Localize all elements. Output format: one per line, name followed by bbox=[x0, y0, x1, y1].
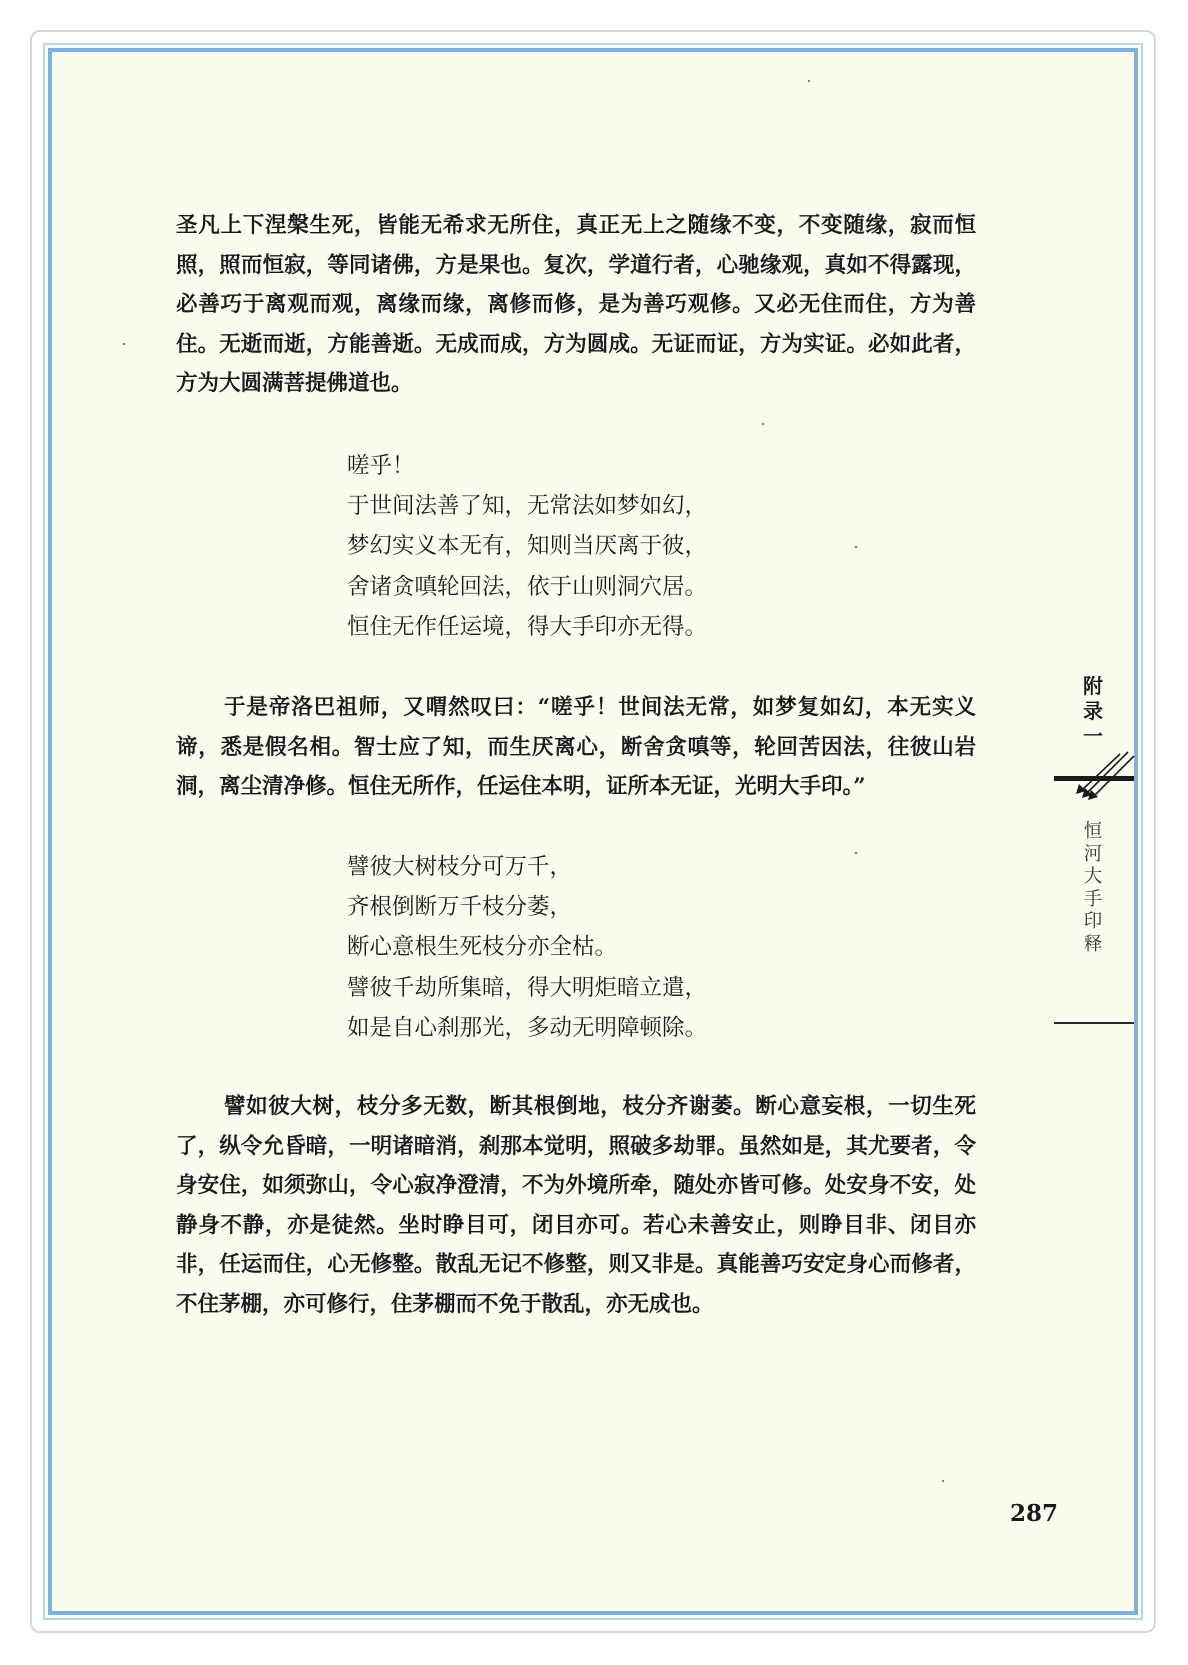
verse-1-line-4: 舍诸贪嗔轮回法，依于山则洞穴居。 bbox=[347, 573, 708, 600]
print-speck bbox=[855, 546, 857, 548]
vertical-char: 大 bbox=[1083, 866, 1103, 887]
paragraph-2: 于是帝洛巴祖师，又喟然叹曰：“嗟乎！世间法无常，如梦复如幻，本无实义谛，悉是假名相。智士应了知，而生厌离心，断舍贪嗔等，轮回苦因法，往彼山岩洞，离尘清净修。恒住无所作，任运住本明，证所本无证，光明大手印。” bbox=[176, 695, 976, 800]
book-title bbox=[1078, 821, 1108, 956]
verse-1-line-1: 嗟乎！ bbox=[347, 453, 415, 479]
vertical-char: 附 bbox=[1083, 674, 1103, 698]
verse-2-line-2: 齐根倒断万千枝分萎， bbox=[347, 894, 573, 921]
arrows-icon bbox=[1072, 750, 1136, 800]
verse-block-2 bbox=[347, 847, 707, 1048]
appendix-label-vertical bbox=[1078, 674, 1108, 749]
vertical-char: 印 bbox=[1083, 911, 1103, 932]
vertical-char: 一 bbox=[1083, 724, 1103, 748]
print-speck bbox=[855, 852, 857, 854]
verse-2-line-5: 如是自心刹那光，多动无明障顿除。 bbox=[347, 1014, 708, 1041]
vertical-char: 恒 bbox=[1083, 821, 1103, 842]
print-speck bbox=[808, 80, 810, 82]
page-number: 287 bbox=[1010, 1500, 1059, 1527]
vertical-char: 释 bbox=[1083, 933, 1103, 955]
paragraph-3: 譬如彼大树，枝分多无数，断其根倒地，枝分齐谢萎。断心意妄根，一切生死了，纵令允昏暗，一明诸暗消，刹那本觉明，照破多劫罪。虽然如是，其尤要者，令身安住，如须弥山，令心寂净澄清，不为外境所牵，随处亦皆可修。处安身不安，处静身不静，亦是徒然。坐时睁目可，闭目亦可。若心未善安止，则睁目非、闭目亦非，任运而住，心无修整。散乱无记不修整，则又非是。真能善巧安定身心而修者，不住茅棚，亦可修行，住茅棚而不免于散乱，亦无成也。 bbox=[176, 1094, 976, 1317]
vertical-char: 录 bbox=[1083, 699, 1103, 723]
verse-1-line-5: 恒住无作任运境，得大手印亦无得。 bbox=[347, 613, 708, 640]
print-speck bbox=[123, 343, 125, 345]
vertical-char: 手 bbox=[1083, 888, 1103, 910]
side-rule-thick bbox=[1054, 776, 1134, 781]
verse-2-line-1: 譬彼大树枝分可万千， bbox=[347, 854, 573, 880]
paragraph-1: 圣凡上下涅槃生死，皆能无希求无所住，真正无上之随缘不变，不变随缘，寂而恒照，照而恒寂，等同诸佛，方是果也。复次，学道行者，心驰缘观，真如不得露现，必善巧于离观而观，离缘而缘，离修而修，是为善巧观修。又必无住而住，方为善住。无逝而逝，方能善逝。无成而成，方为圆成。无证而证，方为实证。必如此者，方为大圆满菩提佛道也。 bbox=[176, 213, 976, 397]
appendix-label bbox=[1078, 674, 1108, 749]
verse-1-line-3: 梦幻实义本无有，知则当厌离于彼， bbox=[347, 533, 708, 560]
vertical-char: 河 bbox=[1083, 843, 1103, 865]
book-title-vertical bbox=[1078, 821, 1108, 956]
side-rule-thin bbox=[1054, 1022, 1134, 1024]
print-speck bbox=[942, 1480, 944, 1482]
verse-2-line-3: 断心意根生死枝分亦全枯。 bbox=[347, 934, 618, 961]
print-speck bbox=[762, 423, 764, 425]
verse-2-line-4: 譬彼千劫所集暗，得大明炬暗立遣， bbox=[347, 974, 708, 1001]
verse-1-line-2: 于世间法善了知，无常法如梦如幻， bbox=[347, 493, 708, 520]
verse-block-1 bbox=[347, 446, 707, 647]
